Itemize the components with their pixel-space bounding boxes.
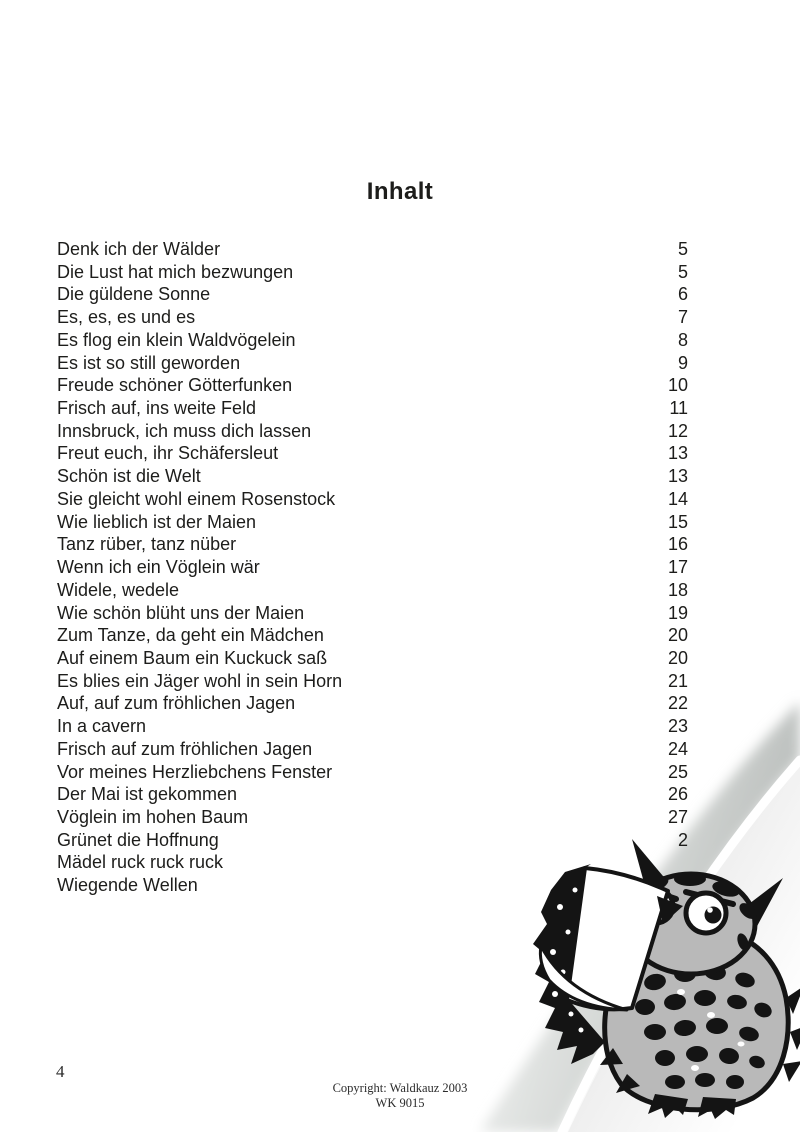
toc-entry-page: 5	[677, 261, 688, 282]
toc-entry-page: 24	[667, 738, 688, 759]
toc-entry-title: Wie schön blüht uns der Maien	[57, 602, 305, 623]
toc-entry-page: 23	[667, 716, 688, 737]
toc-entry-title: Wenn ich ein Vöglein wär	[57, 557, 260, 578]
toc-entry-title: Innsbruck, ich muss dich lassen	[57, 420, 312, 441]
toc-entry-page: 13	[667, 443, 688, 464]
toc-entry-page: 19	[667, 602, 688, 623]
toc-list	[57, 238, 688, 897]
toc-entry	[57, 715, 688, 738]
toc-entry-page: 10	[667, 375, 688, 396]
toc-entry-page: 12	[667, 420, 688, 441]
toc-entry-page: 11	[669, 398, 688, 419]
toc-entry-title: Vöglein im hohen Baum	[57, 806, 249, 827]
toc-entry-title: Widele, wedele	[57, 579, 180, 600]
toc-entry	[57, 556, 688, 579]
toc-entry	[57, 465, 688, 488]
owl-right-pupil	[705, 907, 722, 924]
toc-entry-title: Auf, auf zum fröhlichen Jagen	[57, 693, 296, 714]
toc-entry-page: 2	[677, 829, 688, 850]
toc-entry-page: 21	[667, 670, 688, 691]
toc-entry-title: Frisch auf zum fröhlichen Jagen	[57, 738, 313, 759]
toc-entry-page: 16	[667, 534, 688, 555]
toc-entry-title: Zum Tanze, da geht ein Mädchen	[57, 625, 324, 646]
toc-entry	[57, 624, 688, 647]
toc-entry	[57, 692, 688, 715]
toc-entry-title: Freude schöner Götterfunken	[57, 375, 293, 396]
toc-entry-title: Auf einem Baum ein Kuckuck saß	[57, 647, 328, 668]
toc-entry	[57, 374, 688, 397]
toc-entry-page: 20	[667, 625, 688, 646]
toc-entry-title: Wiegende Wellen	[57, 875, 198, 896]
toc-entry-title: Es flog ein klein Waldvögelein	[57, 329, 296, 350]
toc-entry-page: 26	[667, 784, 688, 805]
copyright-line-1: Copyright: Waldkauz 2003	[332, 1081, 468, 1095]
copyright-line-2: WK 9015	[375, 1095, 425, 1110]
toc-entry-page: 22	[667, 693, 688, 714]
toc-entry	[57, 511, 688, 534]
toc-entry	[57, 602, 688, 625]
toc-entry-title: Tanz rüber, tanz nüber	[57, 534, 237, 555]
toc-entry-page: 5	[677, 239, 688, 259]
toc-entry-page: 15	[667, 511, 688, 532]
toc-entry-page: 25	[667, 761, 688, 782]
toc-entry-title: Es ist so still geworden	[57, 352, 241, 373]
owl-illustration	[505, 812, 800, 1127]
toc-entry-page: 7	[677, 307, 688, 328]
toc-entry-title: Der Mai ist gekommen	[57, 784, 238, 805]
toc-entry-title: Es, es, es und es	[57, 307, 196, 328]
toc-entry-title: Vor meines Herzliebchens Fenster	[57, 761, 333, 782]
toc-entry	[57, 533, 688, 556]
toc-entry-title: In a cavern	[57, 716, 147, 737]
toc-entry-title: Freut euch, ihr Schäfersleut	[57, 443, 279, 464]
toc-entry	[57, 306, 688, 329]
page-title: Inhalt	[366, 178, 434, 206]
toc-entry	[57, 442, 688, 465]
toc-entry-page: 8	[677, 329, 688, 350]
owl-tail-spike	[790, 1025, 800, 1050]
owl-tail-spike	[783, 1061, 800, 1082]
toc-entry-title: Sie gleicht wohl einem Rosenstock	[57, 488, 336, 509]
toc-entry-page: 13	[667, 466, 688, 487]
toc-entry	[57, 261, 688, 284]
page-number: 4	[56, 1062, 65, 1081]
toc-entry	[57, 647, 688, 670]
toc-entry-page: 6	[677, 284, 688, 305]
toc-entry	[57, 783, 688, 806]
toc-entry	[57, 238, 688, 261]
toc-entry	[57, 738, 688, 761]
toc-entry-title: Grünet die Hoffnung	[57, 829, 219, 850]
toc-entry	[57, 761, 688, 784]
toc-entry-page: 20	[667, 647, 688, 668]
toc-entry	[57, 579, 688, 602]
toc-entry-title: Die Lust hat mich bezwungen	[57, 261, 294, 282]
toc-entry-page: 18	[667, 579, 688, 600]
toc-entry-title: Es blies ein Jäger wohl in sein Horn	[57, 670, 343, 691]
toc-entry-page: 9	[677, 352, 688, 373]
toc-entry	[57, 397, 688, 420]
toc-entry-page: 14	[667, 488, 688, 509]
toc-entry	[57, 283, 688, 306]
toc-entry-page: 27	[667, 806, 688, 827]
toc-entry	[57, 329, 688, 352]
owl-right-foot	[698, 1097, 736, 1119]
toc-entry-title: Frisch auf, ins weite Feld	[57, 398, 257, 419]
owl-right-eye-glint	[707, 907, 713, 913]
toc-entry-title: Denk ich der Wälder	[57, 239, 221, 259]
toc-entry-title: Mädel ruck ruck ruck	[57, 852, 224, 873]
toc-entry-page: 17	[667, 557, 688, 578]
toc-entry	[57, 488, 688, 511]
toc-entry-title: Schön ist die Welt	[57, 466, 201, 487]
toc-entry	[57, 352, 688, 375]
toc-entry-title: Die güldene Sonne	[57, 284, 211, 305]
toc-entry	[57, 670, 688, 693]
toc-entry	[57, 420, 688, 443]
toc-entry-title: Wie lieblich ist der Maien	[57, 511, 257, 532]
